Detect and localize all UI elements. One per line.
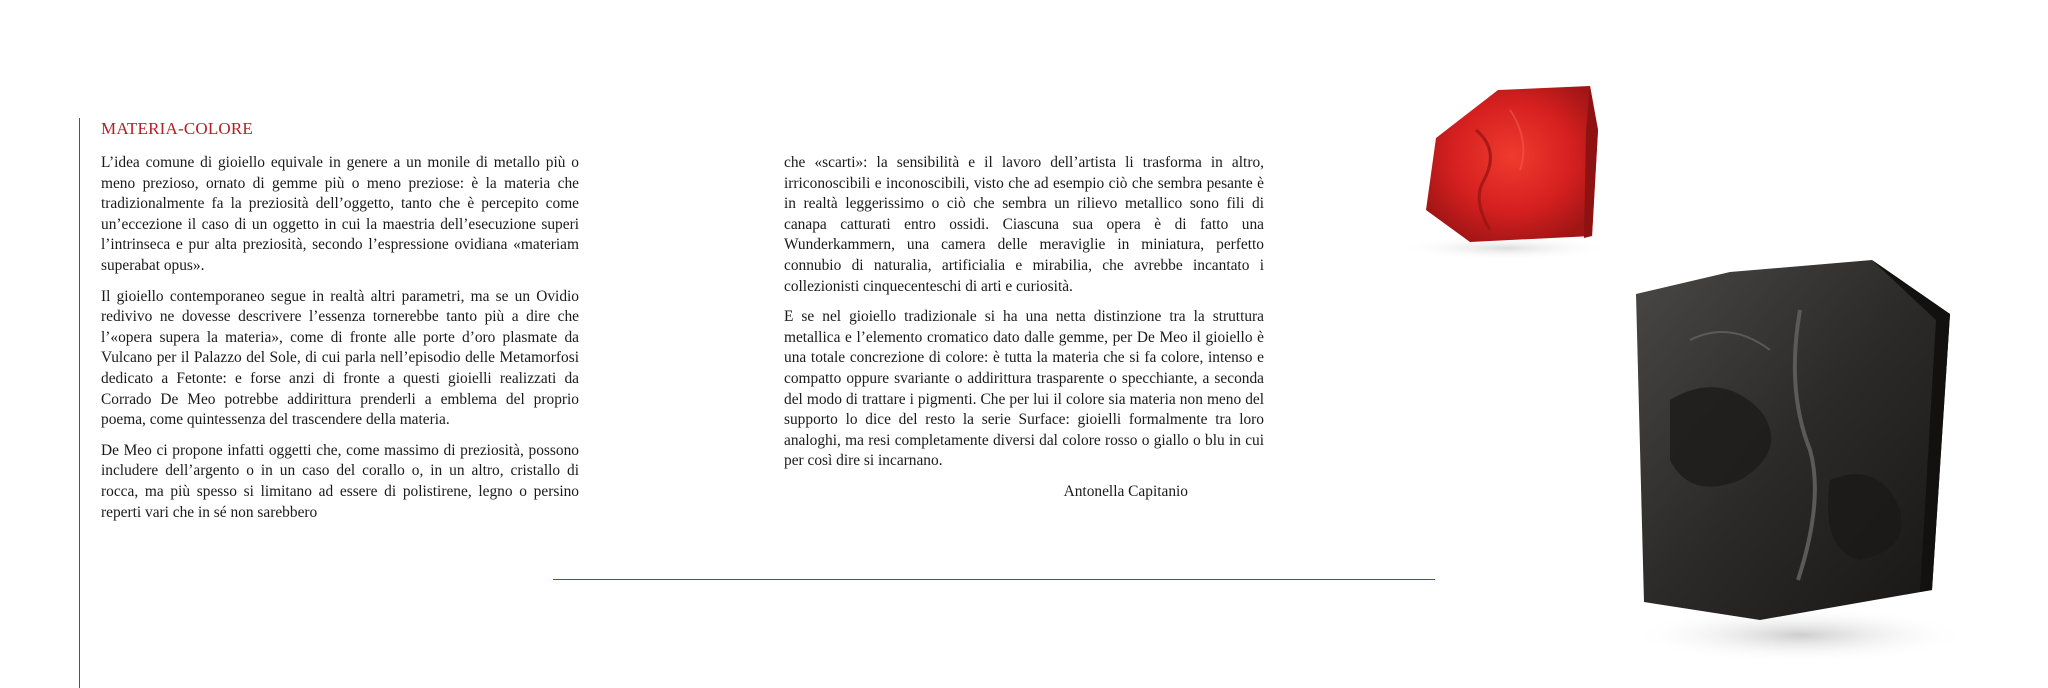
section-heading: MATERIA-COLORE	[101, 119, 254, 138]
black-jewel-image	[1610, 250, 1980, 670]
text-column-left	[101, 153, 579, 533]
paragraph: Il gioiello contemporaneo segue in realtà altri parametri, ma se un Ovidio redivivo ne dovesse descrivere l’essenza tornerebbe tanto più a dire che l’«opera supera la materia», come di fronte alle porte d’oro plasmate da Vulcano per il Palazzo del Sole, di cui parla nell’episodio delle Metamorfosi dedicato a Fetonte: e forse anzi di fronte a questi gioielli realizzati da Corrado De Meo potrebbe addirittura prenderli a emblema del proprio poema, come quintessenza del trascendere della materia.	[101, 287, 579, 429]
author-signature: Antonella Capitanio	[1063, 482, 1188, 500]
left-margin-rule	[79, 118, 80, 688]
paragraph: De Meo ci propone infatti oggetti che, come massimo di preziosità, possono includere dell’argento o in un caso del corallo o, in un altro, cristallo di rocca, ma più spesso si limitano ad essere di polistirene, legno o persino reperti vari che in sé non sarebbero	[101, 441, 579, 521]
paragraph: E se nel gioiello tradizionale si ha una netta distinzione tra la struttura metallica e l’elemento cromatico dato dalle gemme, per De Meo il gioiello è una totale concrezione di colore: è tutta la materia che si fa colore, intenso e compatto oppure svariante o addirittura trasparente o specchiante, a seconda del modo di trattare i pigmenti. Che per lui il colore sia materia non meno del supporto lo dice del resto la serie Surface: gioielli formalmente tra loro analoghi, ma resi completamente diversi dal colore rosso o giallo o blu in cui per così dire si incarnano.	[784, 308, 1264, 470]
red-jewel-image	[1380, 70, 1620, 260]
paragraph: che «scarti»: la sensibilità e il lavoro dell’artista li trasforma in altro, irriconoscibili e inconoscibili, visto che ad esempio ciò che sembra pesante è in realtà leggerissimo o ciò che sembra un rilievo metallico sono fili di canapa catturati entro ossidi. Ciascuna sua opera è di fatto una Wunderkammern, una camera delle meraviglie in miniatura, perfetto connubio di naturalia, artificialia e mirabilia, che avrebbe incantato i collezionisti cinquecenteschi di arti e curiosità.	[784, 154, 1264, 295]
text-column-right	[784, 153, 1264, 503]
paragraph: L’idea comune di gioiello equivale in genere a un monile di metallo più o meno prezioso, ornato di gemme più o meno preziose: è la materia che tradizionalmente fa la preziosità dell’oggetto, tanto che è percepito come un’eccezione il caso di un oggetto in cui la maestria dell’esecuzione superi l’intrinseca e pur alta preziosità, secondo l’espressione ovidiana «materiam superabat opus».	[101, 154, 579, 274]
bottom-rule	[553, 579, 1435, 580]
